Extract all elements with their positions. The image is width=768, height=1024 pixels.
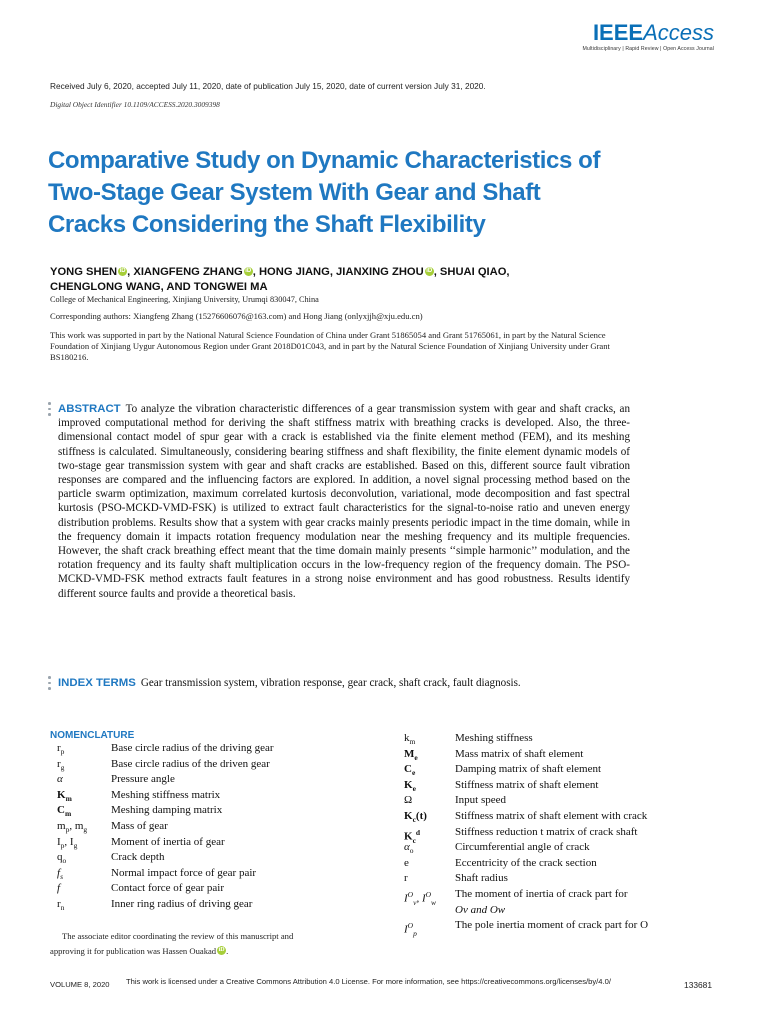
nomenclature-symbol: $k_m$ (404, 732, 416, 747)
nomenclature-symbol: $m_p$, $m_g$ (57, 819, 88, 835)
nomenclature-row (404, 887, 648, 907)
page-number: 133681 (684, 980, 712, 990)
nomenclature-desc: Mass of gear (111, 819, 168, 832)
nomenclature-row (404, 903, 648, 919)
volume-label: VOLUME 8, 2020 (50, 980, 110, 989)
nomenclature-row (404, 809, 648, 825)
nomenclature-symbol: f (57, 882, 61, 895)
affiliation: College of Mechanical Engineering, Xinjiang University, Urumqi 830047, China (50, 295, 319, 304)
nomenclature-desc: The pole inertia moment of crack part for O (455, 919, 649, 932)
author-line-1 (50, 265, 670, 280)
nomenclature-desc: Contact force of gear pair (111, 882, 224, 895)
nomenclature-row (404, 825, 648, 845)
abstract (58, 402, 630, 601)
nomenclature-symbol: $f_s$ (57, 866, 63, 881)
nomenclature-symbol: e (404, 856, 409, 869)
abstract-label: ABSTRACT (58, 403, 121, 415)
abstract-marker (48, 402, 51, 419)
orcid-icon[interactable]: iD (218, 947, 225, 953)
editor-note (50, 929, 368, 959)
nomenclature-desc: Input speed (455, 794, 507, 807)
nomenclature-desc: Crack depth (111, 851, 165, 864)
received-dates: Received July 6, 2020, accepted July 11, 2020, date of publication July 15, 2020, date of current version July 31, 2020. (50, 81, 486, 91)
index-terms-label: INDEX TERMS (58, 677, 136, 689)
nomenclature-desc: Stiffness matrix of shaft element (455, 778, 599, 791)
nomenclature-row (57, 897, 274, 913)
nomenclature-symbol: $K_e$ (404, 778, 416, 793)
nomenclature-row (404, 840, 648, 856)
nomenclature-right (404, 731, 649, 938)
nomenclature-row (57, 819, 274, 835)
nomenclature-symbol: $K_c(t)$ (404, 809, 427, 825)
doi: Digital Object Identifier 10.1109/ACCESS.2020.3009398 (50, 100, 220, 109)
nomenclature-row (404, 762, 648, 778)
orcid-icon[interactable]: iD (119, 268, 126, 274)
paper-title (48, 145, 688, 241)
author-name: , HONG JIANG, JIANXING ZHOU (252, 266, 424, 278)
license-note: This work is licensed under a Creative Commons Attribution 4.0 License. For more information, see https://creativecommons.org/licenses/by/4.0/ (126, 977, 611, 986)
index-terms-text: Gear transmission system, vibration response, gear crack, shaft crack, fault diagnosis. (140, 677, 521, 689)
nomenclature-symbol: α (57, 773, 63, 786)
nomenclature-row (404, 793, 648, 809)
nomenclature-desc: Normal impact force of gear pair (111, 866, 257, 879)
nomenclature-symbol (404, 903, 455, 919)
orcid-icon[interactable]: iD (245, 268, 252, 274)
journal-tagline: Multidisciplinary | Rapid Review | Open Access Journal (582, 46, 714, 52)
nomenclature-symbol: $K_m$ (57, 788, 72, 803)
corresponding-authors: Corresponding authors: Xiangfeng Zhang (15276606076@163.com) and Hong Jiang (onlyxjjh@xju.edu.cn) (50, 311, 423, 321)
nomenclature-symbol: $I^O_v$, $I^O_w$ (404, 889, 437, 907)
editor-note-line: The associate editor coordinating the review of this manuscript and (62, 931, 294, 941)
funding-statement: This work was supported in part by the National Natural Science Foundation of China under Grant 51865054 and Grant 51765061, in part by the Natural Science Foundation of Xinjiang Uygur Autonomous Region under Grant 2018D01C043, and in part by the Natural Science Foundation of Xinjiang University under Grant BS180216. (50, 330, 610, 362)
nomenclature-row (57, 803, 274, 819)
nomenclature-desc: Mass matrix of shaft element (455, 747, 584, 760)
nomenclature-desc: Pressure angle (111, 773, 175, 786)
nomenclature-desc: Stiffness reduction t matrix of crack shaft (455, 825, 638, 838)
nomenclature-row (404, 731, 648, 747)
nomenclature-symbol: $r_n$ (57, 897, 65, 913)
nomenclature-symbol: $I^O_p$ (404, 921, 417, 938)
nomenclature-symbol: $r_g$ (57, 757, 65, 772)
journal-brand (583, 22, 715, 44)
nomenclature-desc: Stiffness matrix of shaft element with crack (455, 809, 648, 822)
nomenclature-row (57, 850, 274, 866)
nomenclature-symbol: $q_o$ (57, 851, 67, 866)
nomenclature-symbol: $I_p$, $I_g$ (57, 835, 78, 850)
nomenclature-row (57, 866, 274, 882)
title-line: Cracks Considering the Shaft Flexibility (48, 211, 486, 238)
nomenclature-desc: Ov and Ow (455, 903, 506, 916)
nomenclature-row (57, 788, 274, 804)
index-terms-marker (48, 676, 51, 693)
title-line: Two-Stage Gear System With Gear and Shaft (48, 179, 541, 206)
nomenclature-desc: Circumferential angle of crack (455, 841, 590, 854)
nomenclature-symbol: $K_c^d$ (404, 827, 421, 845)
author-name: , SHUAI QIAO, (433, 266, 510, 278)
nomenclature-left (57, 741, 274, 913)
nomenclature-desc: Damping matrix of shaft element (455, 763, 602, 776)
nomenclature-desc: Eccentricity of the crack section (455, 856, 597, 869)
index-terms (58, 676, 638, 690)
nomenclature-row (404, 856, 648, 872)
abstract-text: To analyze the vibration characteristic differences of a gear transmission system with gear and shaft cracks, an improved computational method for deriving the shaft stiffness matrix with breathing cracks is developed. Also, the three-dimensional contact model of spur gear with a crack is established via the finite element method (FEM), and its meshing stiffness is calculated. Simultaneously, considering bearing stiffness and shaft flexibility, the finite element dynamic models of two-stage gear transmission system with gear and shaft cracks are established. Based on this, different source fault vibration responses are compared and the influencing factors are explored. In addition, a novel signal processing method based on the particle swarm optimization, maximum correlated kurtosis deconvolution, variational, mode decomposition and fast spectral kurtosis (PSO-MCKD-VMD-FSK) is utilized to extract fault characteristics for the signal-to-noise ratio and uneven energy distribution problems. Results show that a system with gear cracks mainly presents periodic impact in the time domain, while in the frequency domain it impacts rotation frequency modulation near the meshing frequency and its multiple frequencies. However, the shaft crack breathing effect meant that the time domain mainly presents ‘‘simple harmonic’’ modulation, and the rotation frequency and its faulty shaft multiplication occurs in the low-frequency region of the frequency domain. The PSO-MCKD-VMD-FSK method extracts fault features in a strong noise environment and has good robustness. Results identify different source faults and provide a theoretical basis. (58, 403, 630, 600)
nomenclature-heading: NOMENCLATURE (50, 730, 135, 741)
nomenclature-row (57, 757, 274, 773)
nomenclature-desc: Meshing stiffness matrix (111, 788, 221, 801)
nomenclature-row (404, 747, 648, 763)
nomenclature-row (404, 918, 649, 938)
title-line: Comparative Study on Dynamic Characteristics of (48, 147, 601, 174)
brand-access: Access (643, 20, 714, 45)
nomenclature-desc: Meshing stiffness (455, 732, 533, 744)
nomenclature-desc: Base circle radius of the driven gear (111, 757, 270, 770)
nomenclature-row (57, 772, 274, 788)
nomenclature-desc: Base circle radius of the driving gear (111, 742, 274, 754)
nomenclature-symbol: $C_e$ (404, 763, 416, 778)
author-name: YONG SHEN (50, 266, 118, 278)
nomenclature-row (404, 871, 648, 887)
nomenclature-symbol: $C_m$ (57, 804, 72, 819)
journal-logo (583, 22, 715, 52)
nomenclature-desc: The moment of inertia of crack part for (455, 887, 628, 900)
nomenclature-desc: Shaft radius (455, 872, 508, 885)
nomenclature-symbol: $M_e$ (404, 747, 418, 762)
nomenclature-row (57, 835, 274, 851)
nomenclature-desc: Meshing damping matrix (111, 804, 223, 817)
nomenclature-row (57, 741, 274, 757)
orcid-icon[interactable]: iD (426, 268, 433, 274)
nomenclature-row (404, 778, 648, 794)
author-name: , XIANGFENG ZHANG (127, 266, 243, 278)
nomenclature-symbol: $\alpha_o$ (404, 841, 414, 856)
nomenclature-symbol: Ω (404, 794, 413, 807)
brand-ieee: IEEE (592, 20, 644, 45)
nomenclature-symbol: $r_p$ (57, 742, 65, 757)
nomenclature-desc: Inner ring radius of driving gear (111, 897, 253, 910)
nomenclature-symbol: r (404, 872, 408, 885)
nomenclature-desc: Moment of inertia of gear (111, 835, 225, 848)
nomenclature-row (57, 881, 274, 897)
author-line-2: CHENGLONG WANG, AND TONGWEI MA (50, 281, 268, 293)
editor-note-line: approving it for publication was Hassen Ouakad iD . (50, 946, 229, 956)
author-list (50, 265, 670, 295)
